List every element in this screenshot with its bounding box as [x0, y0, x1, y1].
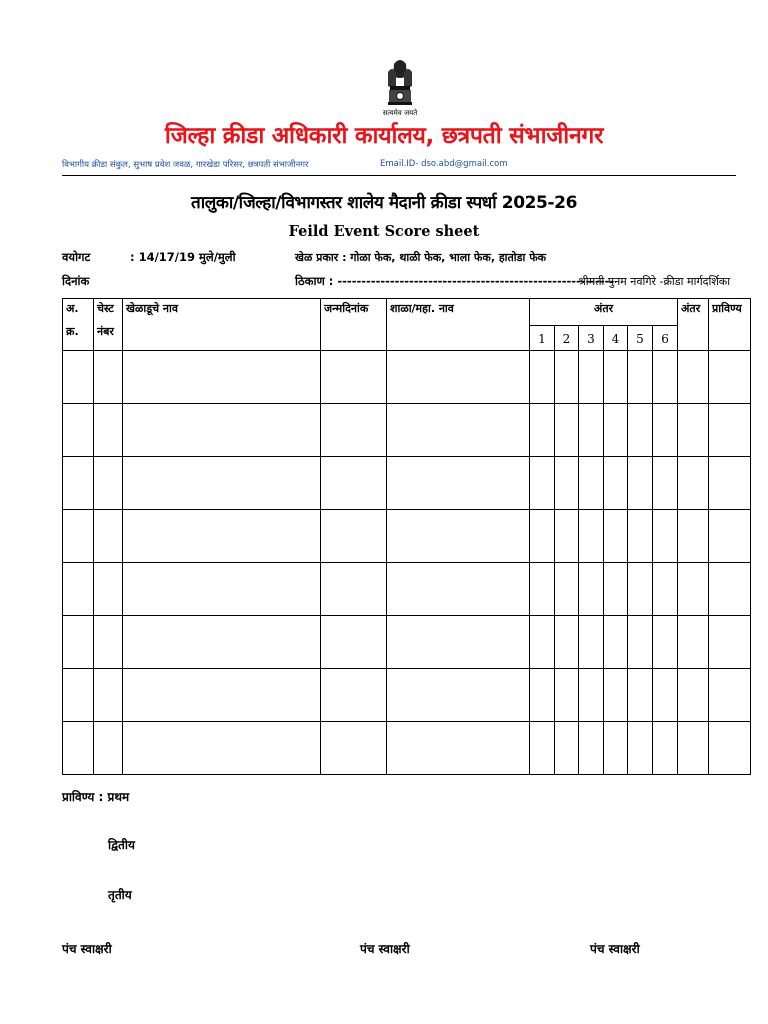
table-cell[interactable] — [63, 404, 94, 457]
table-cell[interactable] — [579, 722, 604, 775]
table-cell[interactable] — [653, 669, 678, 722]
table-cell[interactable] — [63, 351, 94, 404]
table-cell[interactable] — [387, 722, 530, 775]
table-cell[interactable] — [555, 351, 579, 404]
table-cell[interactable] — [123, 351, 321, 404]
table-cell[interactable] — [321, 563, 387, 616]
office-email: Email.ID- dso.abd@gmail.com — [380, 159, 508, 169]
table-cell[interactable] — [530, 351, 555, 404]
attempt-header: 4 — [604, 326, 628, 351]
table-cell[interactable] — [628, 722, 653, 775]
table-cell[interactable] — [321, 669, 387, 722]
col-dob-header: जन्मदिनांक — [321, 299, 387, 351]
table-cell[interactable] — [678, 404, 709, 457]
table-cell[interactable] — [555, 616, 579, 669]
attempt-header: 3 — [579, 326, 604, 351]
table-cell[interactable] — [123, 404, 321, 457]
rank-second-label: द्वितीय — [108, 838, 135, 852]
table-cell[interactable] — [530, 722, 555, 775]
col-chest-header: चेस्ट नंबर — [94, 299, 123, 351]
table-cell[interactable] — [387, 404, 530, 457]
venue-field: ठिकाण : ---------------------------------------------------------- — [295, 274, 615, 288]
table-cell[interactable] — [628, 563, 653, 616]
table-cell[interactable] — [94, 351, 123, 404]
table-cell[interactable] — [63, 510, 94, 563]
table-cell[interactable] — [555, 404, 579, 457]
table-cell[interactable] — [123, 563, 321, 616]
col-school-header: शाळा/महा. नाव — [387, 299, 530, 351]
table-cell[interactable] — [530, 669, 555, 722]
table-row — [63, 457, 751, 510]
table-cell[interactable] — [678, 616, 709, 669]
table-cell[interactable] — [653, 563, 678, 616]
age-group-label: वयोगट — [62, 250, 91, 264]
col-name-header: खेळाडूचे नाव — [123, 299, 321, 351]
table-cell[interactable] — [530, 563, 555, 616]
table-cell[interactable] — [628, 669, 653, 722]
emblem-motto: सत्यमेव जयते — [382, 109, 418, 117]
table-row — [63, 669, 751, 722]
office-title: जिल्हा क्रीडा अधिकारी कार्यालय, छत्रपती संभाजीनगर — [164, 123, 604, 149]
table-cell[interactable] — [94, 404, 123, 457]
table-cell[interactable] — [387, 669, 530, 722]
table-cell[interactable] — [321, 616, 387, 669]
table-cell[interactable] — [387, 510, 530, 563]
col-final-distance-header: अंतर — [678, 299, 709, 351]
event-type: खेळ प्रकार : गोळा फेक, थाळी फेक, भाला फेक, हातोडा फेक — [295, 251, 547, 264]
table-cell[interactable] — [579, 669, 604, 722]
table-cell[interactable] — [709, 563, 751, 616]
table-cell[interactable] — [387, 351, 530, 404]
table-cell[interactable] — [94, 457, 123, 510]
table-cell[interactable] — [123, 669, 321, 722]
office-address: विभागीय क्रीडा संकुल, सुभाष प्रवेश जवळ, गारखेडा परिसर, छत्रपती संभाजीनगर — [62, 160, 309, 170]
table-cell[interactable] — [123, 722, 321, 775]
table-cell[interactable] — [678, 563, 709, 616]
table-cell[interactable] — [579, 616, 604, 669]
table-cell[interactable] — [94, 616, 123, 669]
table-cell[interactable] — [579, 351, 604, 404]
table-row — [63, 722, 751, 775]
table-cell[interactable] — [579, 510, 604, 563]
table-cell[interactable] — [709, 510, 751, 563]
col-serial-header: अ. क्र. — [63, 299, 94, 351]
table-cell[interactable] — [678, 457, 709, 510]
col-distance-header: अंतर — [530, 299, 678, 326]
score-table — [62, 298, 751, 775]
table-cell[interactable] — [604, 351, 628, 404]
table-cell[interactable] — [709, 669, 751, 722]
table-cell[interactable] — [555, 563, 579, 616]
table-cell[interactable] — [63, 563, 94, 616]
age-group-value: : 14/17/19 मुले/मुली — [130, 250, 236, 264]
date-label: दिनांक — [62, 274, 90, 288]
signature-2: पंच स्वाक्षरी — [360, 942, 410, 956]
table-cell[interactable] — [604, 616, 628, 669]
table-cell[interactable] — [94, 510, 123, 563]
table-cell[interactable] — [555, 722, 579, 775]
table-cell[interactable] — [63, 616, 94, 669]
table-cell[interactable] — [321, 722, 387, 775]
table-cell[interactable] — [709, 457, 751, 510]
table-row — [63, 404, 751, 457]
attempt-header: 5 — [628, 326, 653, 351]
table-cell[interactable] — [579, 457, 604, 510]
table-row — [63, 563, 751, 616]
table-cell[interactable] — [530, 616, 555, 669]
table-cell[interactable] — [530, 457, 555, 510]
attempt-header: 6 — [653, 326, 678, 351]
table-cell[interactable] — [94, 563, 123, 616]
table-row — [63, 351, 751, 404]
table-cell[interactable] — [653, 510, 678, 563]
signature-3: पंच स्वाक्षरी — [590, 942, 640, 956]
table-cell[interactable] — [653, 616, 678, 669]
table-cell[interactable] — [653, 404, 678, 457]
table-cell[interactable] — [321, 404, 387, 457]
table-cell[interactable] — [555, 669, 579, 722]
table-cell[interactable] — [604, 722, 628, 775]
table-cell[interactable] — [604, 563, 628, 616]
table-cell[interactable] — [628, 404, 653, 457]
rank-third-label: तृतीय — [108, 888, 132, 902]
table-cell[interactable] — [628, 351, 653, 404]
table-cell[interactable] — [579, 563, 604, 616]
table-cell[interactable] — [94, 722, 123, 775]
table-cell[interactable] — [321, 510, 387, 563]
table-cell[interactable] — [709, 351, 751, 404]
table-cell[interactable] — [709, 616, 751, 669]
rank-first-label: प्राविण्य : प्रथम — [62, 790, 130, 804]
state-emblem-icon — [380, 56, 420, 114]
table-cell[interactable] — [321, 351, 387, 404]
table-cell[interactable] — [555, 457, 579, 510]
header-divider — [62, 175, 736, 176]
signature-1: पंच स्वाक्षरी — [62, 942, 112, 956]
table-cell[interactable] — [63, 669, 94, 722]
table-cell[interactable] — [321, 457, 387, 510]
table-cell[interactable] — [387, 563, 530, 616]
table-cell[interactable] — [94, 669, 123, 722]
table-row — [63, 510, 751, 563]
table-cell[interactable] — [628, 510, 653, 563]
table-cell[interactable] — [530, 510, 555, 563]
table-cell[interactable] — [628, 616, 653, 669]
attempt-header: 2 — [555, 326, 579, 351]
table-cell[interactable] — [678, 669, 709, 722]
table-cell[interactable] — [653, 351, 678, 404]
table-cell[interactable] — [709, 722, 751, 775]
table-cell[interactable] — [709, 404, 751, 457]
table-cell[interactable] — [123, 616, 321, 669]
table-cell[interactable] — [604, 404, 628, 457]
table-cell[interactable] — [123, 457, 321, 510]
table-cell[interactable] — [604, 510, 628, 563]
table-cell[interactable] — [387, 457, 530, 510]
attempt-header: 1 — [530, 326, 555, 351]
event-title: तालुका/जिल्हा/विभागस्तर शालेय मैदानी क्रीडा स्पर्धा 2025-26 — [191, 193, 577, 213]
table-cell[interactable] — [628, 457, 653, 510]
table-cell[interactable] — [653, 457, 678, 510]
table-cell[interactable] — [678, 351, 709, 404]
table-cell[interactable] — [678, 722, 709, 775]
table-cell[interactable] — [653, 722, 678, 775]
sheet-title: Feild Event Score sheet — [288, 223, 480, 240]
table-cell[interactable] — [63, 722, 94, 775]
table-row — [63, 616, 751, 669]
table-cell[interactable] — [604, 669, 628, 722]
guide-name: श्रीमती पुनम नवगिरे -क्रीडा मार्गदर्शिका — [578, 275, 731, 288]
table-cell[interactable] — [555, 510, 579, 563]
col-rank-header: प्राविण्य — [709, 299, 751, 351]
table-cell[interactable] — [604, 457, 628, 510]
table-cell[interactable] — [63, 457, 94, 510]
table-cell[interactable] — [123, 510, 321, 563]
table-cell[interactable] — [530, 404, 555, 457]
table-cell[interactable] — [579, 404, 604, 457]
table-cell[interactable] — [678, 510, 709, 563]
table-cell[interactable] — [387, 616, 530, 669]
